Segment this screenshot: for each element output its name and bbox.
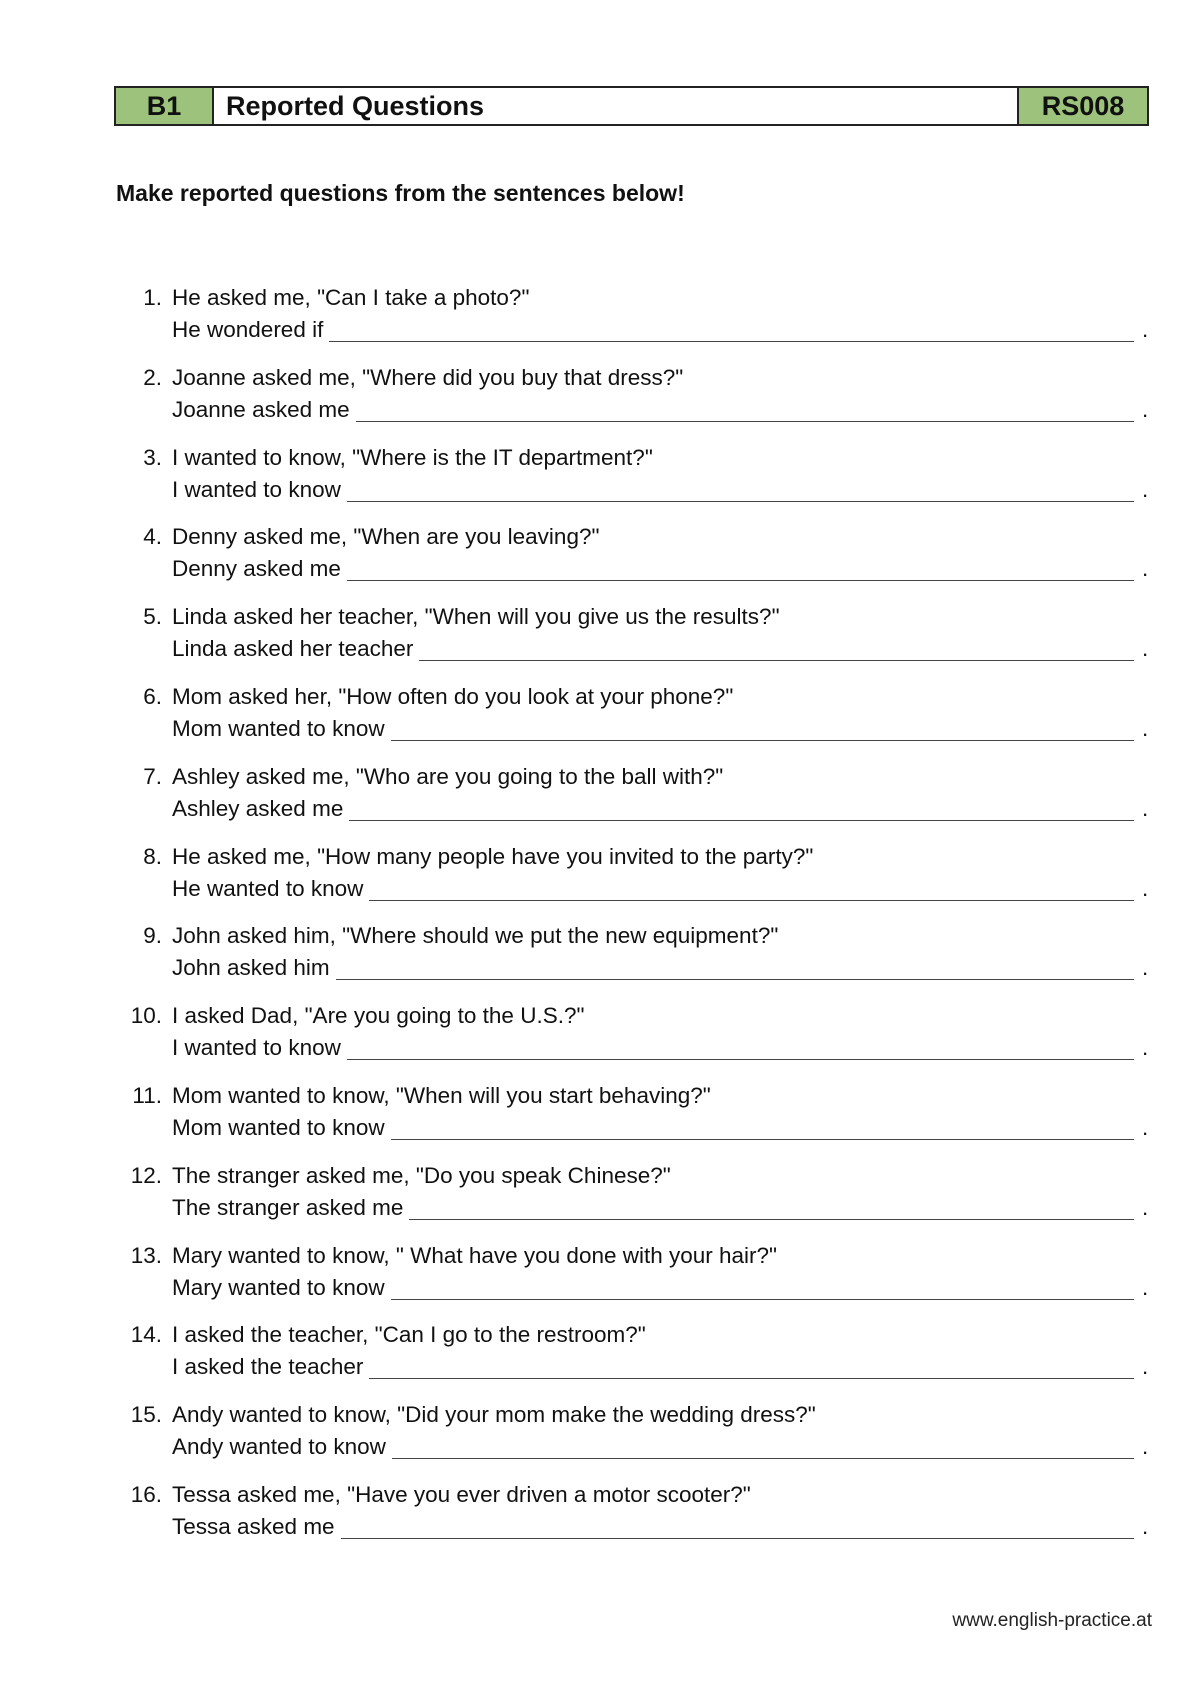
answer-line — [172, 1431, 1156, 1463]
item-number: 13. — [130, 1242, 162, 1268]
item-number: 7. — [143, 763, 162, 789]
worksheet-title: Reported Questions — [214, 88, 1019, 124]
item-body — [172, 282, 1156, 362]
exercise-item — [116, 920, 1156, 1000]
item-body — [172, 761, 1156, 841]
answer-period: . — [1142, 476, 1149, 502]
item-body — [172, 920, 1156, 1000]
answer-stem: Denny asked me — [172, 556, 341, 582]
item-body — [172, 1240, 1156, 1320]
exercise-item — [116, 1000, 1156, 1080]
direct-question: He asked me, "How many people have you invited to the party?" — [172, 843, 814, 869]
answer-line — [172, 1192, 1156, 1224]
answer-stem: Mom wanted to know — [172, 715, 385, 741]
answer-blank[interactable] — [419, 635, 1134, 661]
answer-stem: Mom wanted to know — [172, 1114, 385, 1140]
direct-question: John asked him, "Where should we put the new equipment?" — [172, 923, 779, 949]
answer-line — [172, 1511, 1156, 1543]
item-number: 11. — [132, 1082, 162, 1108]
answer-stem: Mary wanted to know — [172, 1274, 385, 1300]
answer-stem: Joanne asked me — [172, 396, 350, 422]
footer-website: www.english-practice.at — [952, 1610, 1152, 1631]
answer-stem: The stranger asked me — [172, 1194, 404, 1220]
answer-line — [172, 1112, 1156, 1144]
worksheet-code: RS008 — [1019, 88, 1147, 124]
answer-stem: Linda asked her teacher — [172, 636, 414, 662]
answer-blank[interactable] — [349, 795, 1134, 821]
item-body — [172, 1080, 1156, 1160]
answer-period: . — [1142, 955, 1149, 981]
item-body — [172, 1479, 1156, 1559]
answer-blank[interactable] — [347, 555, 1134, 581]
item-number: 8. — [143, 843, 162, 869]
exercise-item — [116, 1319, 1156, 1399]
answer-line — [172, 713, 1156, 745]
exercise-item — [116, 282, 1156, 362]
item-number: 12. — [130, 1162, 162, 1188]
answer-period: . — [1142, 396, 1149, 422]
item-number: 1. — [143, 285, 162, 310]
answer-period: . — [1142, 875, 1149, 901]
answer-blank[interactable] — [369, 875, 1134, 901]
answer-line — [172, 553, 1156, 585]
item-body — [172, 1160, 1156, 1240]
item-body — [172, 362, 1156, 442]
exercise-item — [116, 841, 1156, 921]
exercise-item — [116, 521, 1156, 601]
item-number: 15. — [130, 1402, 162, 1428]
item-body — [172, 601, 1156, 681]
answer-stem: I wanted to know — [172, 1035, 341, 1061]
item-body — [172, 1000, 1156, 1080]
answer-period: . — [1142, 795, 1149, 821]
item-body — [172, 442, 1156, 522]
direct-question: Joanne asked me, "Where did you buy that dress?" — [172, 364, 684, 390]
exercise-item — [116, 1240, 1156, 1320]
answer-stem: I asked the teacher — [172, 1354, 364, 1380]
direct-question: The stranger asked me, "Do you speak Chinese?" — [172, 1162, 671, 1188]
item-number: 10. — [130, 1003, 162, 1029]
exercise-item — [116, 681, 1156, 761]
answer-line — [172, 474, 1156, 506]
answer-period: . — [1142, 1513, 1149, 1539]
answer-line — [172, 793, 1156, 825]
answer-line — [172, 1351, 1156, 1383]
exercise-item — [116, 1080, 1156, 1160]
answer-line — [172, 1032, 1156, 1064]
direct-question: Ashley asked me, "Who are you going to the ball with?" — [172, 763, 724, 789]
exercise-item — [116, 601, 1156, 681]
answer-blank[interactable] — [329, 316, 1134, 342]
item-number: 14. — [130, 1322, 162, 1348]
item-number: 9. — [143, 923, 162, 949]
answer-stem: Ashley asked me — [172, 795, 344, 821]
exercise-list — [116, 282, 1156, 1559]
answer-blank[interactable] — [341, 1513, 1134, 1539]
direct-question: Mary wanted to know, " What have you done with your hair?" — [172, 1242, 778, 1268]
answer-blank[interactable] — [347, 476, 1134, 502]
exercise-item — [116, 761, 1156, 841]
answer-blank[interactable] — [369, 1353, 1134, 1379]
answer-blank[interactable] — [391, 1114, 1134, 1140]
answer-blank[interactable] — [347, 1034, 1134, 1060]
item-number: 5. — [143, 604, 162, 630]
direct-question: Mom wanted to know, "When will you start behaving?" — [172, 1082, 711, 1108]
direct-question: Denny asked me, "When are you leaving?" — [172, 524, 600, 550]
answer-period: . — [1142, 317, 1149, 342]
answer-period: . — [1142, 1114, 1149, 1140]
exercise-item — [116, 1479, 1156, 1559]
exercise-item — [116, 362, 1156, 442]
answer-blank[interactable] — [409, 1194, 1134, 1220]
item-body — [172, 841, 1156, 921]
exercise-item — [116, 442, 1156, 522]
answer-line — [172, 952, 1156, 984]
answer-blank[interactable] — [336, 954, 1134, 980]
item-body — [172, 521, 1156, 601]
direct-question: I asked the teacher, "Can I go to the restroom?" — [172, 1322, 646, 1348]
answer-stem: Andy wanted to know — [172, 1434, 386, 1460]
exercise-item — [116, 1399, 1156, 1479]
answer-period: . — [1142, 1354, 1149, 1380]
direct-question: Mom asked her, "How often do you look at your phone?" — [172, 683, 734, 709]
instruction-text: Make reported questions from the sentences below! — [116, 180, 685, 206]
direct-question: Tessa asked me, "Have you ever driven a motor scooter?" — [172, 1481, 751, 1507]
item-body — [172, 681, 1156, 761]
answer-period: . — [1142, 1274, 1149, 1300]
answer-line — [172, 1272, 1156, 1304]
answer-line — [172, 633, 1156, 665]
answer-line — [172, 314, 1156, 346]
answer-stem: I wanted to know — [172, 476, 341, 502]
direct-question: I wanted to know, "Where is the IT department?" — [172, 444, 653, 470]
level-badge: B1 — [116, 88, 214, 124]
answer-blank[interactable] — [391, 1274, 1134, 1300]
answer-line — [172, 873, 1156, 905]
item-body — [172, 1399, 1156, 1479]
item-number: 2. — [143, 364, 162, 390]
answer-stem: Tessa asked me — [172, 1513, 335, 1539]
item-number: 6. — [143, 683, 162, 709]
item-body — [172, 1319, 1156, 1399]
item-number: 4. — [143, 524, 162, 550]
answer-stem: He wanted to know — [172, 875, 364, 901]
exercise-item — [116, 1160, 1156, 1240]
answer-blank[interactable] — [392, 1433, 1134, 1459]
answer-period: . — [1142, 715, 1149, 741]
item-number: 3. — [143, 444, 162, 470]
answer-line — [172, 394, 1156, 426]
answer-stem: He wondered if — [172, 317, 324, 342]
item-number: 16. — [130, 1481, 162, 1507]
direct-question: Andy wanted to know, "Did your mom make the wedding dress?" — [172, 1402, 816, 1428]
answer-stem: John asked him — [172, 955, 330, 981]
direct-question: He asked me, "Can I take a photo?" — [172, 285, 530, 310]
answer-blank[interactable] — [391, 715, 1134, 741]
answer-period: . — [1142, 1434, 1149, 1460]
answer-period: . — [1142, 1194, 1149, 1220]
answer-period: . — [1142, 636, 1149, 662]
direct-question: Linda asked her teacher, "When will you give us the results?" — [172, 604, 780, 630]
direct-question: I asked Dad, "Are you going to the U.S.?" — [172, 1003, 585, 1029]
answer-period: . — [1142, 556, 1149, 582]
answer-period: . — [1142, 1035, 1149, 1061]
answer-blank[interactable] — [356, 396, 1134, 422]
worksheet-header — [114, 86, 1149, 126]
